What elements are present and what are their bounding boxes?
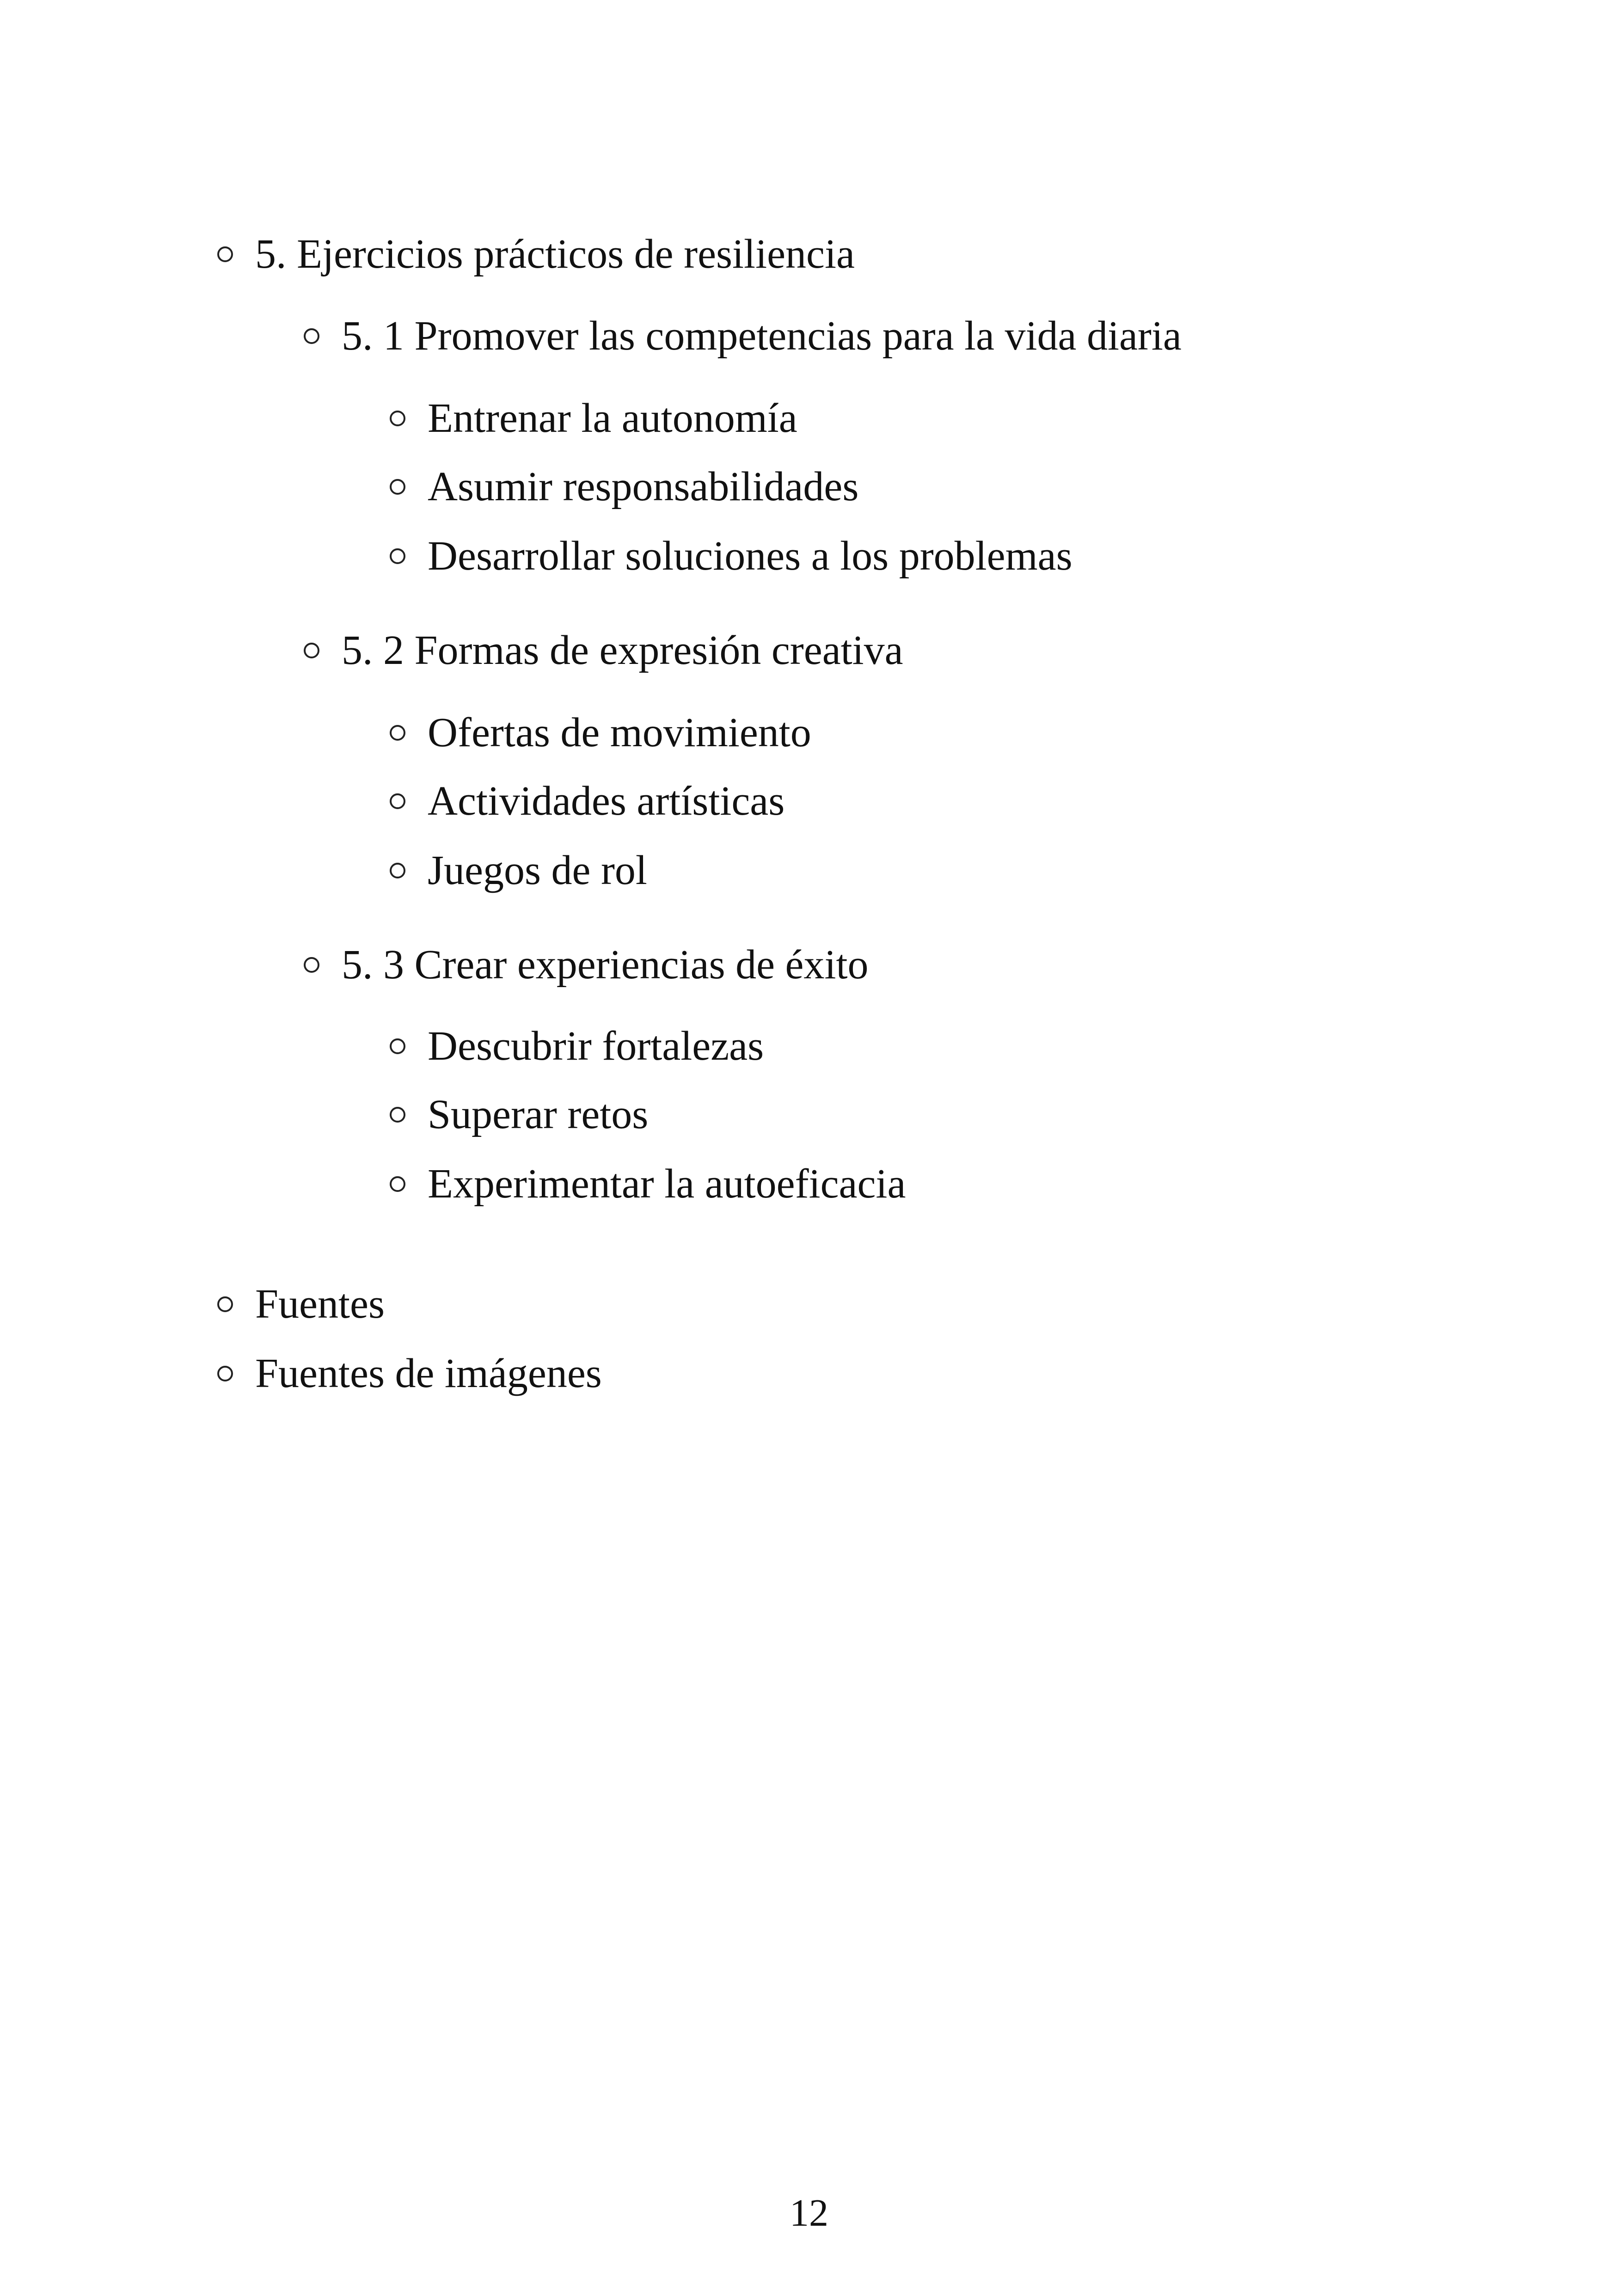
outline-item [390,1163,906,1205]
outline-item-label: Experimentar la autoeficacia [428,1161,906,1207]
circle-bullet-icon [390,479,405,495]
outline-item-section-5-1 [304,315,1182,357]
outline-item-section-5-3 [304,944,869,986]
circle-bullet-icon [217,1366,233,1381]
outline-item [390,535,1073,577]
outline-item-label: Juegos de rol [428,847,647,893]
outline-item-label: Fuentes de imágenes [255,1351,602,1396]
circle-bullet-icon [304,643,319,658]
outline-item-label: Ofertas de movimiento [428,710,811,755]
outline-item-label: 5. 3 Crear experiencias de éxito [342,942,869,988]
outline-item-label: 5. 2 Formas de expresión creativa [342,627,903,673]
outline-item [390,847,647,893]
circle-bullet-icon [390,863,405,878]
circle-bullet-icon [390,1107,405,1123]
outline-item [390,712,811,754]
outline-item-label: 5. 1 Promover las competencias para la vida diaria [342,313,1182,359]
circle-bullet-icon [304,957,319,973]
outline-item [390,466,858,508]
circle-bullet-icon [390,411,405,426]
outline-item-label: Descubrir fortalezas [428,1023,764,1069]
outline-item [390,780,784,822]
circle-bullet-icon [217,1296,233,1312]
outline-item-label: Asumir responsabilidades [428,464,859,510]
page-number: 12 [790,2192,828,2235]
outline-item-fuentes-imagenes [217,1353,602,1394]
outline-item-label: Desarrollar soluciones a los problemas [428,533,1073,579]
outline-item [390,395,797,441]
circle-bullet-icon [390,1038,405,1054]
circle-bullet-icon [304,328,319,344]
circle-bullet-icon [217,246,233,262]
outline-item [390,1094,648,1136]
circle-bullet-icon [390,793,405,809]
outline-item [390,1025,764,1067]
circle-bullet-icon [390,725,405,741]
outline-item-label: Fuentes [255,1281,385,1327]
outline-item-section-5 [217,233,855,275]
outline-item-fuentes [217,1283,385,1325]
outline-item-section-5-2 [304,627,903,673]
circle-bullet-icon [390,1176,405,1192]
outline-item-label: Actividades artísticas [428,778,785,824]
outline-item-label: 5. Ejercicios prácticos de resiliencia [255,231,855,277]
outline-item-label: Superar retos [428,1092,649,1137]
outline-item-label: Entrenar la autonomía [428,395,797,441]
circle-bullet-icon [390,548,405,564]
